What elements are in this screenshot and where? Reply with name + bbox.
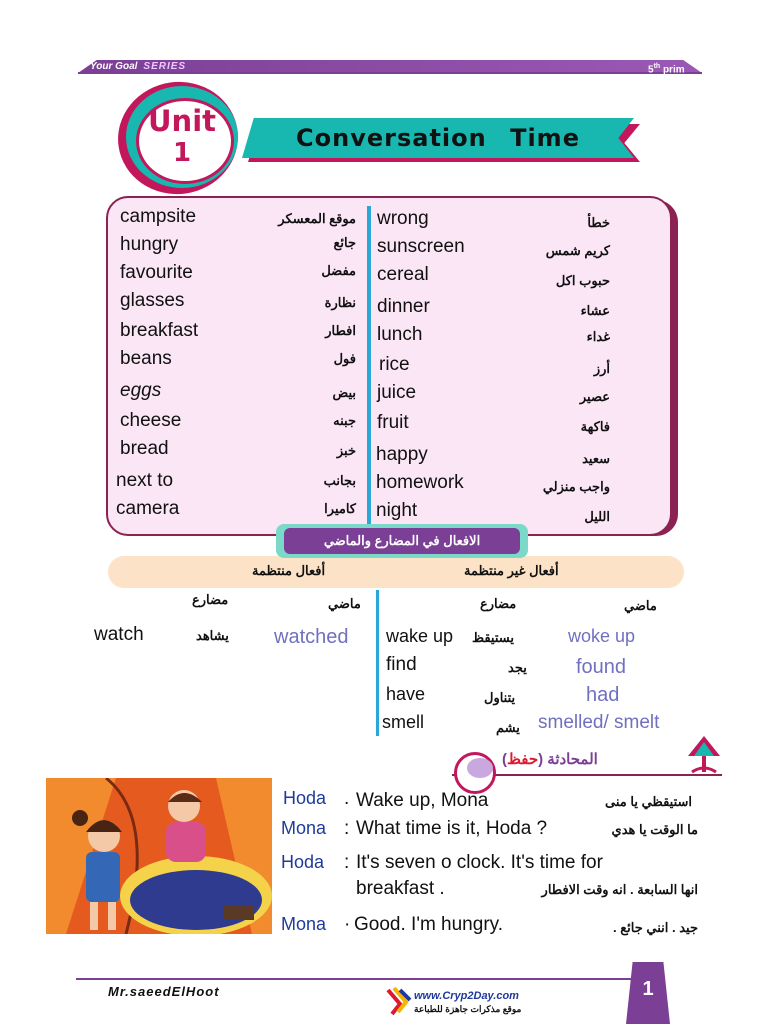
dialogue-line: What time is it, Hoda ? [356,818,548,839]
series-label [90,60,186,73]
verb-past: had [586,684,620,706]
series-name: Your Goal [90,61,138,72]
vocab-word: next to [116,470,174,491]
verb-past: found [576,656,627,678]
dialogue-translation: انها السابعة . انه وقت الافطار [541,882,698,897]
vocab-divider [367,206,371,524]
vocab-word: glasses [120,290,185,311]
vocab-translation: جائع [333,235,356,250]
verbs-banner: الافعال في المضارع والماضي [284,528,520,554]
grade-label [648,60,685,76]
conversation-heading: المحادثة (حفظ) [502,751,598,768]
tree-icon [686,734,722,778]
grade-suffix: th [653,63,661,70]
vocab-translation: افطار [325,323,356,338]
site-logo-icon [386,986,412,1016]
illustration-tent-scene [46,778,272,934]
vocab-translation: عصير [579,389,610,404]
series-tag: SERIES [143,61,187,72]
dialogue-line-continued: breakfast . [356,878,445,899]
verb-translation: يتناول [484,690,516,705]
speaker-name: Hoda [283,788,327,808]
vocab-translation: حبوب اكل [555,273,610,288]
speaker-name: Mona [281,914,327,934]
dialogue-line: It's seven o clock. It's time for [356,852,603,873]
past-label: ماضي [328,596,361,611]
author-name: Mr.saeedElHoot [108,984,220,999]
vocab-translation: بجانب [323,473,356,488]
vocab-translation: نظارة [324,295,356,310]
site-url[interactable]: www.Cryp2Day.com [414,990,519,1002]
verb-base: have [386,684,426,704]
unit-number: 1 [172,138,192,168]
vocab-word: eggs [120,380,162,401]
footer-rule [76,978,638,980]
dialogue-punct: . [344,788,350,809]
dialogue-punct: : [344,818,350,839]
vocab-translation: فول [333,351,356,366]
conversation-title: المحادثة [547,751,598,768]
vocab-word: campsite [120,206,197,227]
dialogue-punct: : [344,852,350,873]
vocab-word: cheese [120,410,182,431]
vocab-word: lunch [377,324,423,345]
vocab-translation: سعيد [582,451,610,466]
speaker-name: Mona [281,818,327,838]
vocab-translation: خطأ [587,215,610,230]
speaker-name: Hoda [281,852,325,872]
vocab-translation: كريم شمس [545,243,610,258]
dialogue-translation: ما الوقت يا هدي [611,822,698,837]
vocab-translation: كاميرا [324,501,356,516]
present-label: مضارع [192,592,229,607]
vocab-translation: عشاء [580,303,610,318]
verb-translation: يشاهد [196,628,229,643]
vocab-word: wrong [377,208,429,229]
memorize-note: حفظ [507,751,539,768]
verbs-header-bar [108,556,684,588]
vocab-word: juice [377,382,417,403]
page-number: 1 [642,978,654,1000]
vocab-translation: غداء [586,329,610,344]
vocab-translation: جبنه [333,413,356,428]
verb-translation: يستيقظ [472,630,514,645]
vocab-word: cereal [377,264,429,285]
irregular-verbs-label: أفعال غير منتظمة [464,563,559,578]
verb-past: watched [274,626,349,648]
grade-number: 5 [648,64,654,76]
verb-base: find [386,654,417,675]
vocab-word: homework [376,472,464,493]
verb-base: wake up [386,626,454,646]
past-label: ماضي [624,598,657,613]
vocab-word: dinner [377,296,430,317]
vocab-word: breakfast [120,320,199,341]
page-title: Conversation Time [296,124,580,152]
dialogue-line: Wake up, Mona [356,790,489,811]
vocab-word: night [376,500,418,521]
vocab-translation: بيض [332,385,356,400]
vocab-word: bread [120,438,169,459]
conversation-bubble [467,758,493,778]
site-tagline: موقع مذكرات جاهزة للطباعة [414,1004,522,1014]
vocab-word: sunscreen [377,236,465,257]
vocab-translation: فاكهة [580,419,610,434]
dialogue-punct: · [344,914,351,935]
vocab-word: camera [116,498,180,519]
vocab-word: fruit [377,412,409,433]
vocab-word: rice [379,354,410,375]
dialogue-translation: جيد . انني جائع . [613,920,698,935]
dialogue-translation: استيقظي يا منى [605,794,692,809]
dialogue-line: Good. I'm hungry. [354,914,504,935]
unit-word: Unit [148,104,216,138]
verb-translation: يشم [496,720,520,735]
vocab-translation: مفضل [321,263,356,278]
verb-base: smell [382,712,425,732]
vocab-translation: أرز [593,361,610,376]
grade-word: prim [662,64,685,76]
vocab-word: happy [376,444,428,465]
present-label: مضارع [480,596,517,611]
verb-translation: يجد [508,660,527,675]
vocab-word: beans [120,348,172,369]
vocab-word: favourite [120,262,193,283]
verb-base: watch [94,624,144,645]
vocab-word: hungry [120,234,179,255]
verbs-divider [376,590,379,736]
verb-past: woke up [568,626,636,646]
vocab-translation: الليل [584,509,610,524]
vocab-translation: موقع المعسكر [278,211,356,226]
regular-verbs-label: أفعال منتظمة [252,563,326,578]
vocab-translation: خبز [336,443,356,458]
verb-past: smelled/ smelt [538,712,660,733]
vocab-translation: واجب منزلي [542,479,610,494]
